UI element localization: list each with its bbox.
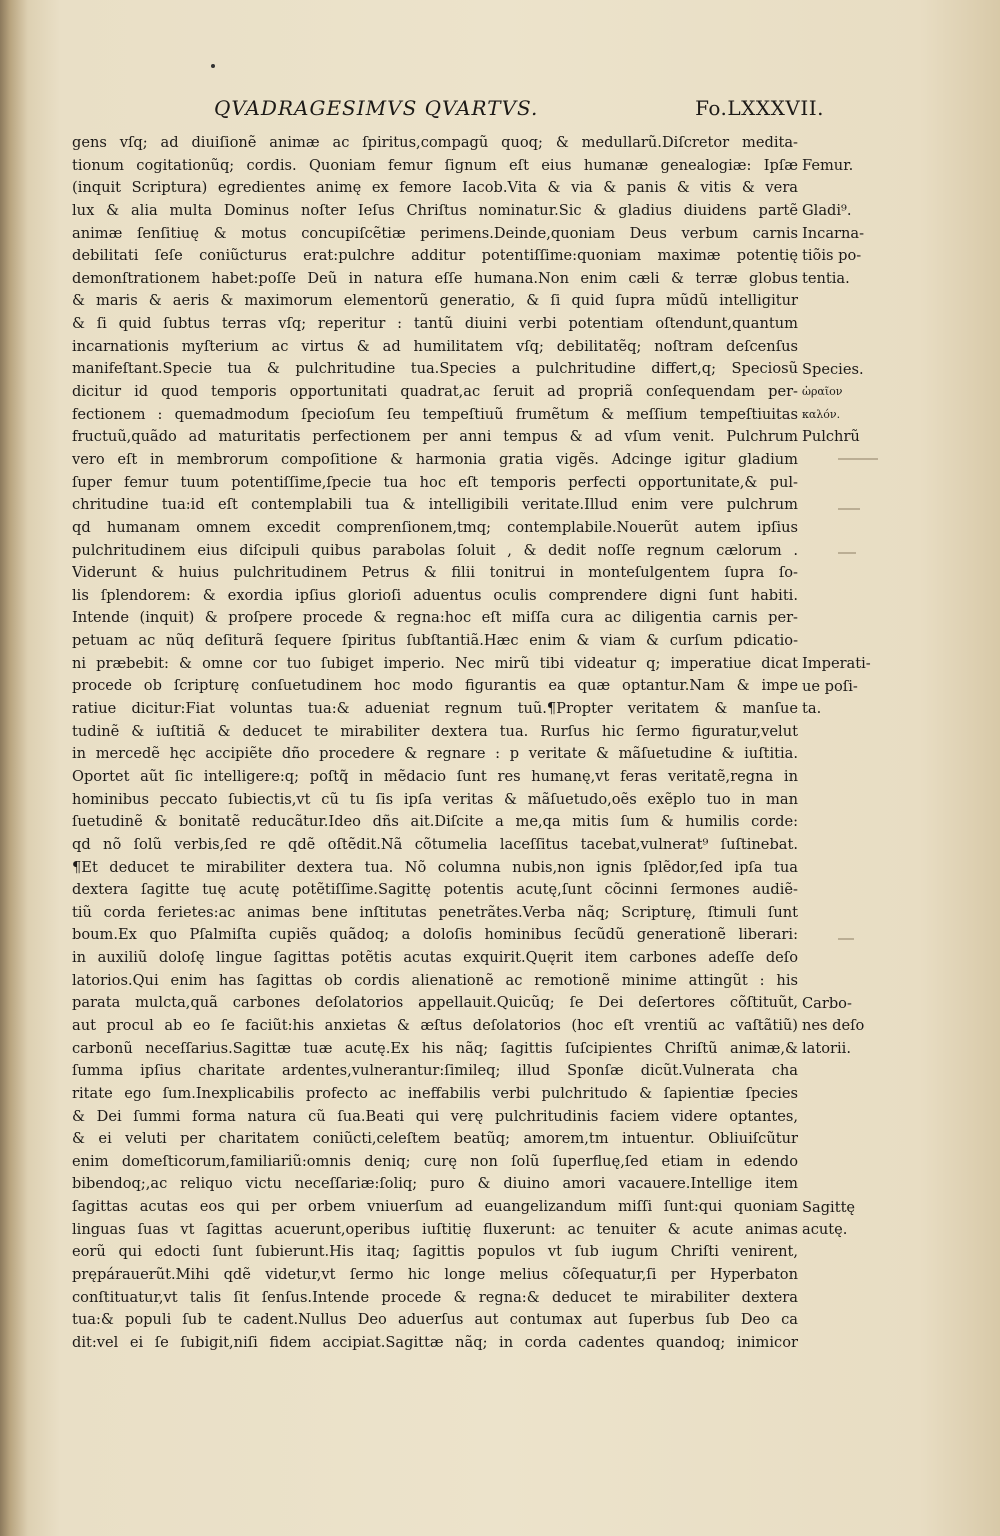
text-line: vero eſt in membrorum compoſitione & harmonia gratia vigẽs. Adcinge igitur gladium [72,450,798,468]
text-line: tudinẽ & iuſtitiã & deducet te mirabiliter dextera tua. Rurſus hic ſermo figuratur,velut [72,722,798,740]
margin-note: Pulchrũ [802,428,860,446]
text-line: procede ob ſcripturę conſuetudinem hoc modo figurantis ea quæ optantur.Nam & impe [72,677,798,695]
text-line: qd humanam omnem excedit comprenſionem,tmq; contemplabile.Nouerũt autem ipſius [72,518,798,536]
text-line: parata mulcta,quã carbones deſolatorios appellauit.Quicũq; ſe Dei deſertores cõſtituũt, [72,994,798,1012]
main-text-block [72,132,798,1355]
text-line: ſuetudinẽ & bonitatẽ reducãtur.Ideo dñs ait.Diſcite a me,qa mitis ſum & humilis corde: [72,813,798,831]
text-line: enim domeſticorum,familiariũ:omnis deniq; curę non ſolũ ſuperfluę,ſed etiam in edendo [72,1152,798,1170]
margin-note: tiõis po- [802,247,862,265]
text-line: Oportet aũt ſic intelligere:q; poſtq̃ in mẽdacio ſunt res humanę,vt feras veritatẽ,regna in [72,767,798,785]
text-line: bibendoq;,ac reliquo victu neceſſariæ:ſoliq; puro & diuino amori vacauere.Intellige item [72,1175,798,1193]
margin-note: ta. [802,700,822,718]
text-line: in auxiliũ doloſę lingue ſagittas potẽtis acutas exquirit.Quęrit item carbones adeſſe deſo [72,949,798,967]
text-line: hominibus peccato ſubiectis,vt cũ tu ſis ipſa veritas & mãſuetudo,oẽs exẽplo tuo in man [72,790,798,808]
text-line: ratiue dicitur:Fiat voluntas tua:& adueniat regnum tuũ.¶Propter veritatem & manſue [72,700,798,718]
text-line: ſagittas acutas eos qui per orbem vniuerſum ad euangelizandum miſſi ſunt:qui quoniam [72,1198,798,1216]
margin-note: tentia. [802,269,850,287]
text-line: ritate ego ſum.Inexplicabilis profecto ac ineffabilis verbi pulchritudo & ſapientiæ ſpecies [72,1084,798,1102]
text-line: animæ ſenſitiuę & motus concupiſcẽtiæ perimens.Deinde,quoniam Deus verbum carnis [72,224,798,242]
margin-note: latorii. [802,1040,851,1057]
margin-note: Sagittę [802,1198,856,1216]
text-line: conſtituatur,vt talis ſit ſenſus.Intende procede & regna:& deducet te mirabiliter dextera [72,1288,798,1306]
ink-dot [211,64,215,68]
text-line: (inquit Scriptura) egredientes animę ex femore Iacob.Vita & via & panis & vitis & vera [72,179,798,197]
text-line: pulchritudinem eius diſcipuli quibus parabolas ſoluit , & dedit noſſe regnum cælorum . [72,541,798,559]
text-line: tiũ corda ferietes:ac animas bene inſtitutas penetrãtes.Verba nãq; Scripturę, ſtimuli ſunt [72,903,798,921]
margin-note: καλόν. [802,407,841,421]
text-line: chritudine tua:id eſt contemplabili tua & intelligibili veritate.Illud enim vere pulchrum [72,496,798,514]
margin-note: ue poſi- [802,677,858,695]
text-line: & ſi quid ſubtus terras vſq; reperitur : tantũ diuini verbi potentiam oſtendunt,quantum [72,315,798,333]
margin-note: Incarna- [802,224,865,242]
margin-note: Species. [802,360,864,378]
margin-note: nes deſo [802,1017,865,1035]
text-line: dextera ſagitte tuę acutę potẽtiſſime.Sagittę potentis acutę,ſunt cõcinni ſermones audiẽ- [72,881,798,899]
text-line: & Dei ſummi forma natura cũ ſua.Beati qui verę pulchritudinis faciem videre optantes, [72,1107,798,1125]
folio-number: Fo.LXXXVII. [695,96,824,120]
text-line: aut procul ab eo ſe faciũt:his anxietas & æſtus deſolatorios (hoc eſt vrentiũ ac vaſtãtiũ) [72,1016,798,1034]
text-line: ſuper femur tuum potentiſſime,ſpecie tua hoc eſt temporis perfecti opportunitate,& pul- [72,473,798,491]
margin-note: Carbo- [802,994,852,1012]
text-line: ¶Et deducet te mirabiliter dextera tua. Nõ columna nubis,non ignis ſplẽdor,ſed ipſa tua [72,858,798,876]
text-line: incarnationis myſterium ac virtus & ad humilitatem vſq; debilitatẽq; noſtram deſcenſus [72,337,798,355]
text-line: Viderunt & huius pulchritudinem Petrus & filii tonitrui in monteſulgentem ſupra ſo- [72,564,798,582]
text-line: debilitati ſeſe coniũcturus erat:pulchre additur potentiſſime:quoniam maximæ potentię [72,247,798,265]
margin-note: ὡραῖον [802,385,843,399]
text-line: boum.Ex quo Pſalmiſta cupiẽs quãdoq; a doloſis hominibus ſecũdũ generationẽ liberari: [72,926,798,944]
text-line: manifeſtant.Specie tua & pulchritudine tua.Species a pulchritudine differt,q; Speciosũ [72,360,798,378]
text-line: ni præbebit: & omne cor tuo ſubiget imperio. Nec mirũ tibi videatur q; imperatiue dicat [72,654,798,672]
page-header [214,96,824,130]
text-line: fructuũ,quãdo ad maturitatis perfectionem per anni tempus & ad vſum venit. Pulchrum [72,428,798,446]
running-title: QVADRAGESIMVS QVARTVS. [214,96,539,120]
text-line: ſumma ipſius charitate ardentes,vulnerantur:ſimileq; illud Sponſæ dicũt.Vulnerata cha [72,1062,798,1080]
text-line: lux & alia multa Dominus noſter Ieſus Chriſtus nominatur.Sic & gladius diuidens partẽ [72,201,798,219]
margin-note: Gladi⁹. [802,201,852,219]
margin-note: acutę. [802,1221,848,1239]
text-line: demonſtrationem habet:poſſe Deũ in natura eſſe humana.Non enim cæli & terræ globus [72,269,798,287]
margin-note: Imperati- [802,654,871,672]
margin-note: Femur. [802,156,854,174]
show-through-mark [838,552,856,554]
text-line: petuam ac nũq deſiturã ſequere ſpiritus ſubſtantiã.Hæc enim & viam & curſum pdicatio- [72,632,798,650]
text-line: Intende (inquit) & proſpere procede & regna:hoc eſt miſſa cura ac diligentia carnis per- [72,609,798,627]
text-line: fectionem : quemadmodum ſpecioſum ſeu tempeſtiuũ frumẽtum & meſſium tempeſtiuitas [72,405,798,423]
text-line: linguas ſuas vt ſagittas acuerunt,operibus iuſtitię fluxerunt: ac tenuiter & acute animas [72,1220,798,1238]
text-line: tua:& populi ſub te cadent.Nullus Deo aduerſus aut contumax aut ſuperbus ſub Deo ca [72,1311,798,1329]
text-line: carbonũ neceſſarius.Sagittæ tuæ acutę.Ex his nãq; ſagittis ſuſcipientes Chriſtũ animæ,& [72,1039,798,1057]
text-line: lis ſplendorem: & exordia ipſius glorioſi aduentus oculis comprendere digni ſunt habiti. [72,586,798,604]
text-line: gens vſq; ad diuiſionẽ animæ ac ſpiritus,compagũ quoq; & medullarũ.Diſcretor medita- [72,134,798,151]
text-line: & ei veluti per charitatem coniũcti,celeſtem beatũq; amorem,tm intuentur. Obliuiſcũtur [72,1130,798,1148]
text-line: dicitur id quod temporis opportunitati quadrat,ac ſeruit ad propriã conſequendam per- [72,383,798,401]
text-line: & maris & aeris & maximorum elementorũ generatio, & ſi quid ſupra mũdũ intelligitur [72,292,798,310]
show-through-mark [838,938,854,940]
show-through-mark [838,458,878,460]
text-line: in mercedẽ hęc accipiẽte dño procedere & regnare : p veritate & mãſuetudine & iuſtitia. [72,745,798,763]
text-line: qd nõ ſolũ verbis,ſed re qdẽ oſtẽdit.Nã cõtumelia laceſſitus tacebat,vulnerat⁹ ſuſtinebat. [72,835,798,853]
text-line: dit:vel ei ſe ſubigit,niſi fidem accipiat.Sagittæ nãq; in corda cadentes quandoq; inimicor [72,1333,798,1351]
show-through-mark [838,508,860,510]
text-line: latorios.Qui enim has ſagittas ob cordis alienationẽ ac remotionẽ minime attingũt : his [72,971,798,989]
text-line: eorũ qui edocti ſunt ſubierunt.His itaq; ſagittis populos vt ſub iugum Chriſti venirent, [72,1243,798,1261]
text-line: prępárauerũt.Mihi qdẽ videtur,vt ſermo hic longe melius cõſequatur,ſi per Hyperbaton [72,1266,798,1284]
text-line: tionum cogitationũq; cordis. Quoniam femur ſignum eſt eius humanæ genealogiæ: Ipſæ [72,156,798,174]
